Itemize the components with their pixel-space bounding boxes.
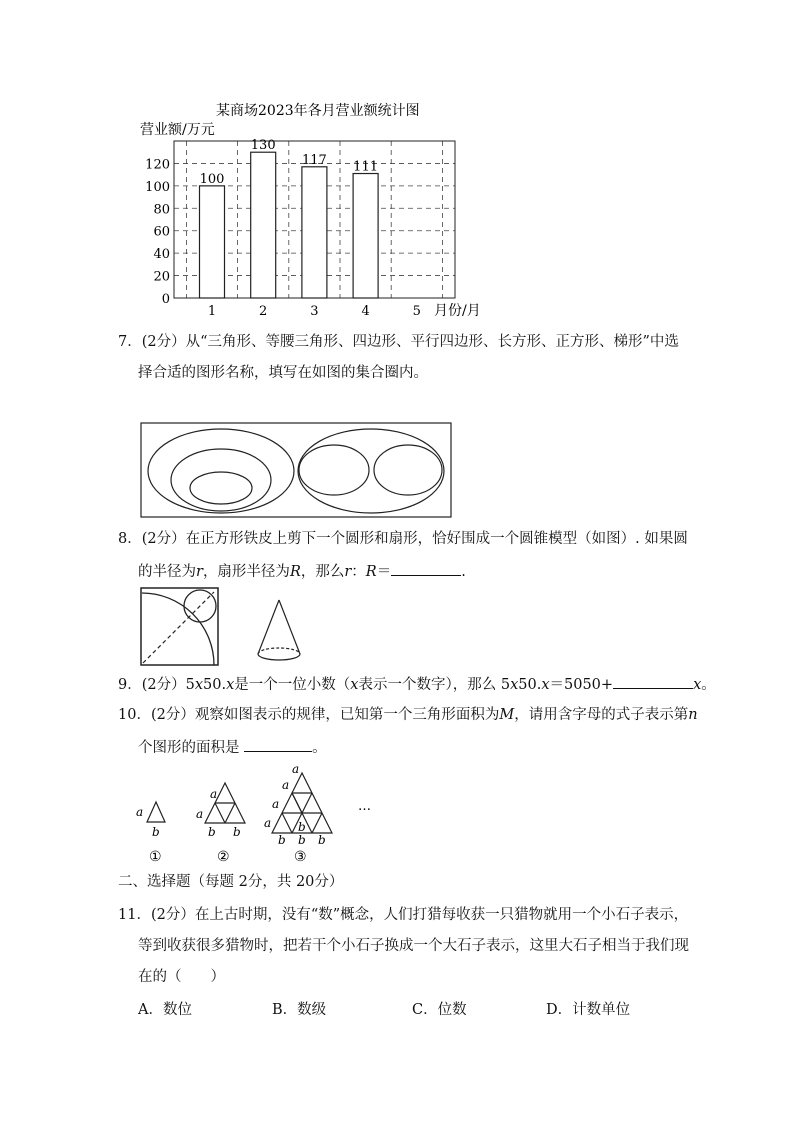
x-tick-label: 1 [207,304,217,319]
x-tick-labels [208,304,421,319]
q10-line2: 个图形的面积是 。 [138,737,327,758]
bar-value-label: 117 [301,152,327,168]
y-tick-label: 40 [153,247,170,263]
triangle-pattern-figure [130,760,390,870]
q7-line2: 择合适的图形名称，填写在如图的集合圈内。 [138,365,428,381]
x-tick-label: 4 [361,304,370,319]
y-tick-label: 80 [153,202,170,218]
svg-text:a: a [282,778,290,792]
set-ellipse-outer-left[interactable] [148,429,294,513]
figure-label-3: ③ [294,849,307,865]
set-ellipse-outer-right[interactable] [298,429,444,513]
square-sheet-figure [140,587,220,667]
svg-text:b: b [208,825,216,839]
q9-answer-blank[interactable] [613,674,693,689]
q8-line2: 的半径为r，扇形半径为R，那么r：R＝ . [138,561,466,582]
svg-text:b: b [152,825,160,839]
x-tick-label: 2 [259,304,268,319]
svg-text:b: b [233,825,241,839]
q11-line2: 等到收获很多猎物时，把若干个小石子换成一个大石子表示，这里大石子相当于我们现 [138,938,689,954]
set-diagram [140,422,454,520]
q8-line1: 8．(2分）在正方形铁皮上剪下一个圆形和扇形，恰好围成一个圆锥模型（如图）. 如果圆 [118,531,688,547]
bar-value-label: 100 [199,171,225,187]
svg-text:b: b [318,833,326,847]
bar [302,167,327,298]
bar-chart [128,96,498,348]
q11-option-c[interactable]: C．位数 [412,1002,467,1018]
bar [251,152,276,298]
bar-value-label: 111 [353,159,379,175]
svg-text:a: a [292,762,300,776]
x-tick-label: 5 [412,304,421,319]
q8-answer-blank[interactable] [391,561,461,576]
section-heading-choice: 二、选择题（每题 2分，共 20分） [118,874,344,890]
bar [353,174,378,298]
q11-option-a[interactable]: A．数位 [138,1002,192,1018]
svg-text:b: b [298,820,306,834]
q11-line3: 在的（ ） [138,969,225,985]
q10-answer-blank[interactable] [244,737,312,752]
cone-figure [254,597,304,669]
chart-ylabel: 营业额/万元 [140,122,215,138]
svg-text:a: a [210,787,218,801]
set-ellipse-right-b[interactable] [374,445,442,495]
chart-xlabel: 月份/月 [434,303,481,319]
chart-title: 某商场2023年各月营业额统计图 [216,103,420,119]
y-tick-label: 0 [161,292,170,307]
svg-text:a: a [272,797,280,811]
y-tick-label: 120 [145,157,170,173]
y-tick-label: 20 [153,269,170,285]
q11-option-b[interactable]: B．数级 [272,1002,327,1018]
set-ellipse-middle-left[interactable] [171,449,271,511]
y-tick-label: 60 [153,224,170,240]
figure-ellipsis: … [358,799,371,814]
q11-line1: 11．(2分）在上古时期，没有“数”概念，人们打猎每收获一只猎物就用一个小石子表示， [118,907,689,923]
x-tick-label: 3 [310,304,319,319]
bar [200,186,225,298]
svg-text:b: b [278,833,286,847]
svg-text:a: a [264,816,272,830]
q11-option-d[interactable]: D．计数单位 [546,1002,631,1018]
svg-text:b: b [298,833,306,847]
figure-label-1: ① [149,849,162,865]
svg-text:a: a [196,807,204,821]
set-ellipse-right-a[interactable] [299,445,369,495]
bar-value-label: 130 [250,138,276,154]
set-ellipse-inner-left[interactable] [190,472,252,504]
svg-text:a: a [136,805,144,819]
y-tick-labels [145,157,170,307]
figure-label-2: ② [217,849,230,865]
y-tick-label: 100 [145,179,170,195]
q10-line1: 10．(2分）观察如图表示的规律，已知第一个三角形面积为M，请用含字母的式子表示第n [118,707,698,723]
q9-line: 9．(2分）5x50.x是一个一位小数（x表示一个数字），那么 5x50.x＝5050+ x。 [118,674,716,695]
q7-line1: 7．(2分）从“三角形、等腰三角形、四边形、平行四边形、长方形、正方形、梯形”中选 [118,334,679,350]
